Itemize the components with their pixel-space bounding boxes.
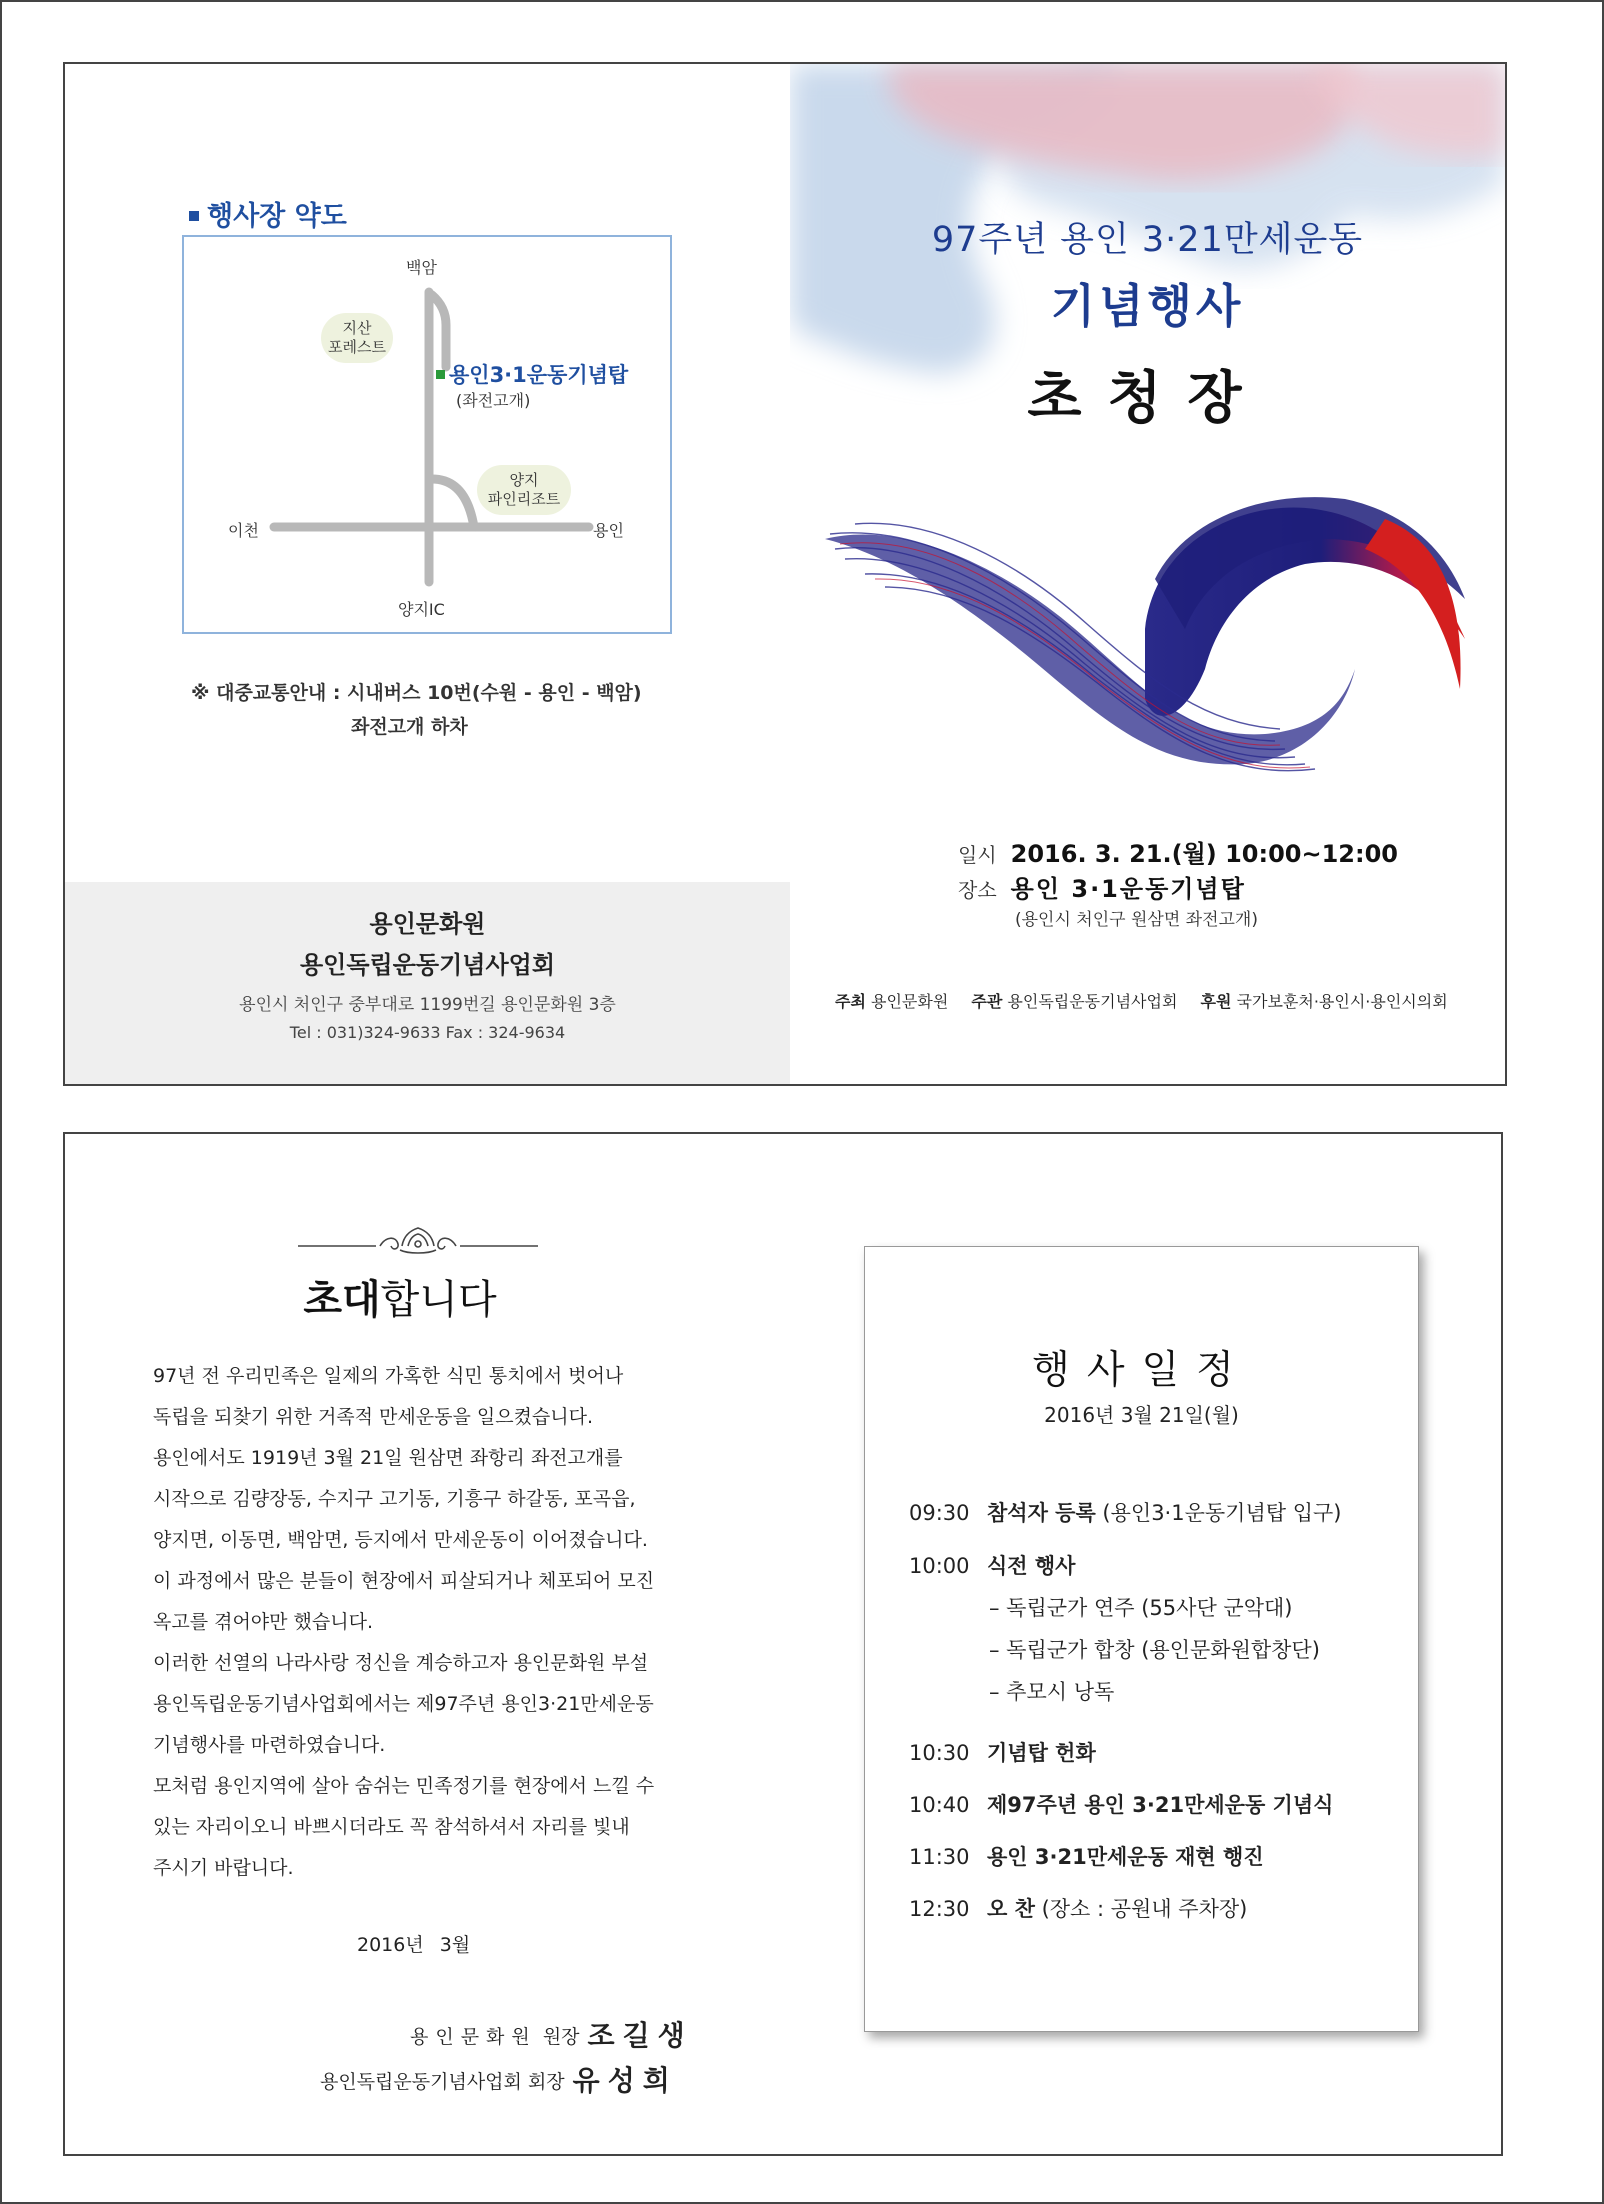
letter-line: 시작으로 김량장동, 수지구 고기동, 기흥구 하갈동, 포곡읍, [153,1488,636,1510]
sign1-name: 조길생 [587,2019,693,2052]
organizer-address: 용인시 처인구 중부대로 1199번길 용인문화원 3층 [239,995,616,1015]
item-time: 12:30 [909,1897,970,1921]
letter-body [153,1356,693,1889]
item-title: 제97주년 용인 3·21만세운동 기념식 [987,1793,1334,1817]
letter-line: 97년 전 우리민족은 일제의 가혹한 식민 통치에서 벗어나 [153,1365,624,1387]
letter-line: 옥고를 겪어야만 했습니다. [153,1611,374,1633]
letter-line: 독립을 되찾기 위한 거족적 만세운동을 일으켰습니다. [153,1406,594,1428]
letter-line: 용인독립운동기념사업회에서는 제97주년 용인3·21만세운동 [153,1693,654,1715]
schedule-date: 2016년 3월 21일(월) [1044,1403,1239,1427]
letter-title [285,1268,515,1325]
event-date [958,834,1398,869]
schedule-item [909,1550,1075,1580]
cover-title-line1: 97주년 용인 3·21만세운동 [931,220,1364,260]
schedule-item [909,1737,1096,1767]
green-square-icon [436,370,445,379]
organizer-label: 주관 [971,992,1003,1011]
schedule-item [909,1497,1341,1527]
organizer-name2: 용인독립운동기념사업회 [299,951,556,979]
organizer-box [65,882,790,1084]
schedule-item [909,1893,1247,1923]
letter-date: 2016년 3월 [357,1934,471,1956]
letter-line: 있는 자리이오니 바쁘시더라도 꼭 참석하셔서 자리를 빛내 [153,1816,630,1838]
sponsor-line [835,989,1448,1012]
schedule-subitem: – 추모시 낭독 [989,1680,1115,1704]
invitation-cover-spread [63,62,1507,1086]
transit-info [191,676,642,744]
letter-line: 모처럼 용인지역에 살아 숨쉬는 민족정기를 현장에서 느낄 수 [153,1775,655,1797]
ornament-divider-icon [298,1224,538,1258]
letter-line: 주시기 바랍니다. [153,1857,294,1879]
event-place-address: (용인시 처인구 원삼면 좌전고개) [1015,910,1258,930]
schedule-title: 행사일정 [1032,1348,1251,1393]
sign1-org: 용인문화원 [410,2026,537,2048]
host-label: 주최 [835,992,866,1011]
sign2-org: 용인독립운동기념사업회 [320,2071,522,2093]
cover-title-line2: 기념행사 [1050,279,1245,333]
item-time: 10:30 [909,1741,970,1765]
letter-line: 기념행사를 마련하였습니다. [153,1734,386,1756]
place-value: 용인 3·1운동기념탑 [1010,875,1246,903]
sponsor-label: 후원 [1200,992,1232,1011]
organizer-name1: 용인문화원 [369,910,486,938]
letter-line: 양지면, 이동면, 백암면, 등지에서 만세운동이 이어졌습니다. [153,1529,648,1551]
square-bullet-icon [189,211,199,221]
map-place-jisan [321,313,393,363]
transit-line1: ※ 대중교통안내 : 시내버스 10번(수원 - 용인 - 백암) [191,682,642,704]
letter-line: 용인에서도 1919년 3월 21일 원삼면 좌항리 좌전고개를 [153,1447,623,1469]
sign2-name: 유성희 [572,2064,678,2097]
item-title: 용인 3·21만세운동 재현 행진 [987,1845,1264,1869]
schedule-subitem: – 독립군가 연주 (55사단 군악대) [989,1596,1293,1620]
signature-1 [410,2014,693,2054]
place1-line2: 포레스트 [328,338,386,356]
letter-line: 이 과정에서 많은 분들이 현장에서 피살되거나 체포되어 모진 [153,1570,655,1592]
organizer-contact: Tel : 031)324-9633 Fax : 324-9634 [289,1023,566,1042]
event-place [958,869,1246,904]
map-monument-label: 용인3·1운동기념탑 [436,359,628,389]
item-title: 식전 행사 [987,1554,1076,1578]
transit-line2: 좌전고개 하차 [351,716,468,738]
item-time: 10:40 [909,1793,970,1817]
map-title: 행사장 약도 [189,194,347,233]
sign2-title: 회장 [527,2071,565,2093]
item-time: 11:30 [909,1845,970,1869]
organizer-value: 용인독립운동기념사업회 [1007,992,1178,1011]
signature-2 [320,2059,678,2099]
date-label: 일시 [958,843,997,867]
date-value: 2016. 3. 21.(월) 10:00~12:00 [1010,840,1398,868]
item-note: (용인3·1운동기념탑 입구) [1095,1501,1342,1525]
map-monument-sub: (좌전고개) [456,391,531,410]
letter-title-rest: 합니다 [380,1277,497,1323]
letter-line: 이러한 선열의 나라사랑 정신을 계승하고자 용인문화원 부설 [153,1652,649,1674]
cover-title-invitation: 초청장 [1027,366,1268,431]
location-map [182,235,672,634]
sign1-title: 원장 [542,2026,580,2048]
item-time: 10:00 [909,1554,970,1578]
schedule-item [909,1789,1333,1819]
letter-title-bold: 초대 [303,1277,381,1323]
item-time: 09:30 [909,1501,970,1525]
place1-line1: 지산 [342,319,372,337]
schedule-subitem: – 독립군가 합창 (용인문화원합창단) [989,1638,1320,1662]
sponsor-value: 국가보훈처·용인시·용인시의회 [1236,992,1448,1011]
schedule-item [909,1841,1264,1871]
schedule-card [864,1246,1419,2032]
road-map-graphic [184,237,670,632]
map-place-yangji [477,465,571,515]
host-value: 용인문화원 [871,992,949,1011]
taegeuk-brush-stroke [825,459,1465,799]
place2-line2: 파인리조트 [487,490,561,508]
map-label-north: 백암 [406,258,437,277]
place2-line1: 양지 [509,471,539,489]
place-label: 장소 [958,878,997,902]
item-title: 오 찬 [987,1897,1035,1921]
map-label-south: 양지IC [398,600,445,619]
invitation-inner-spread [63,1132,1503,2156]
item-title: 참석자 등록 [987,1501,1096,1525]
item-note: (장소 : 공원내 주차장) [1034,1897,1248,1921]
map-label-west: 이천 [228,521,259,540]
map-label-east: 용인 [593,521,624,540]
item-title: 기념탑 헌화 [987,1741,1096,1765]
